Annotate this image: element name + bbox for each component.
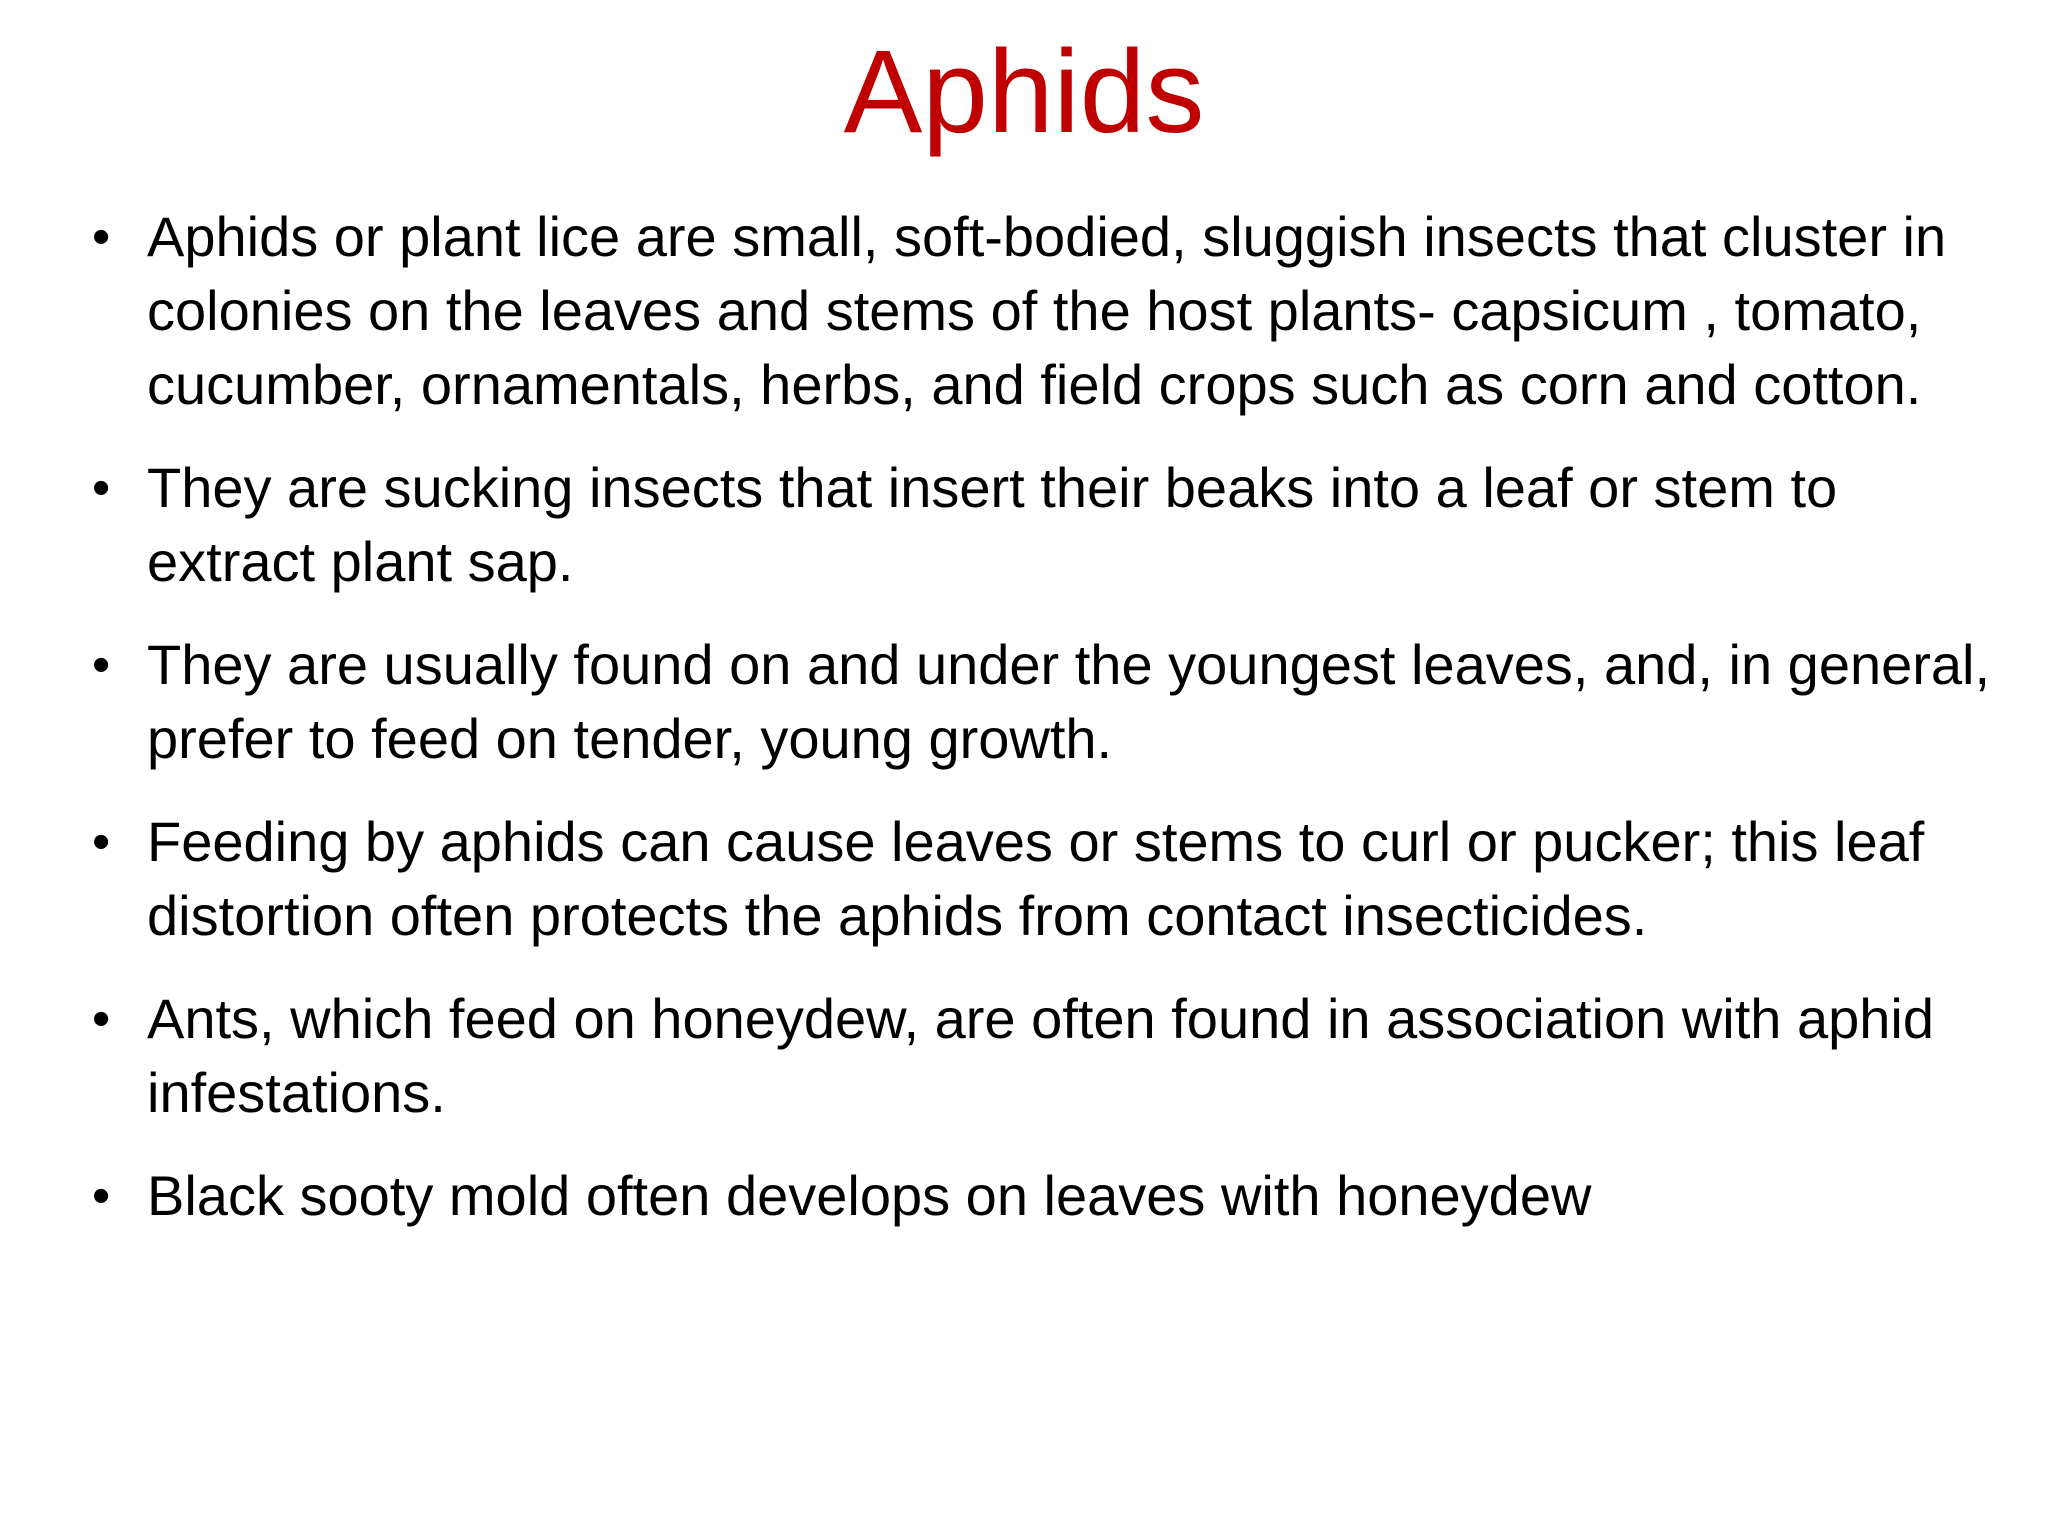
slide-title: Aphids [843,26,1205,158]
bullet-icon: • [92,636,111,694]
bullet-item [92,628,1992,776]
bullet-icon: • [92,813,111,871]
bullet-item [92,805,1992,953]
bullet-item [92,982,1992,1130]
bullet-icon: • [92,208,111,266]
bullet-list [92,200,1992,1262]
bullet-item [92,451,1992,599]
bullet-text: Black sooty mold often develops on leaves with honeydew [147,1164,1592,1227]
bullet-text: Aphids or plant lice are small, soft-bodied, sluggish insects that cluster in colonies on the leaves and stems of the host plants- capsicum , tomato, cucumber, ornamentals, herbs, and field crops such as corn and cotton. [147,205,1947,416]
bullet-text: They are usually found on and under the youngest leaves, and, in general, prefer to feed on tender, young growth. [147,633,1991,770]
bullet-text: They are sucking insects that insert their beaks into a leaf or stem to extract plant sap. [147,456,1838,593]
bullet-icon: • [92,1167,111,1225]
bullet-icon: • [92,990,111,1048]
bullet-item [92,1159,1992,1233]
bullet-item [92,200,1992,422]
bullet-icon: • [92,459,111,517]
bullet-text: Feeding by aphids can cause leaves or stems to curl or pucker; this leaf distortion often protects the aphids from contact insecticides. [147,810,1925,947]
bullet-text: Ants, which feed on honeydew, are often found in association with aphid infestations. [147,987,1934,1124]
